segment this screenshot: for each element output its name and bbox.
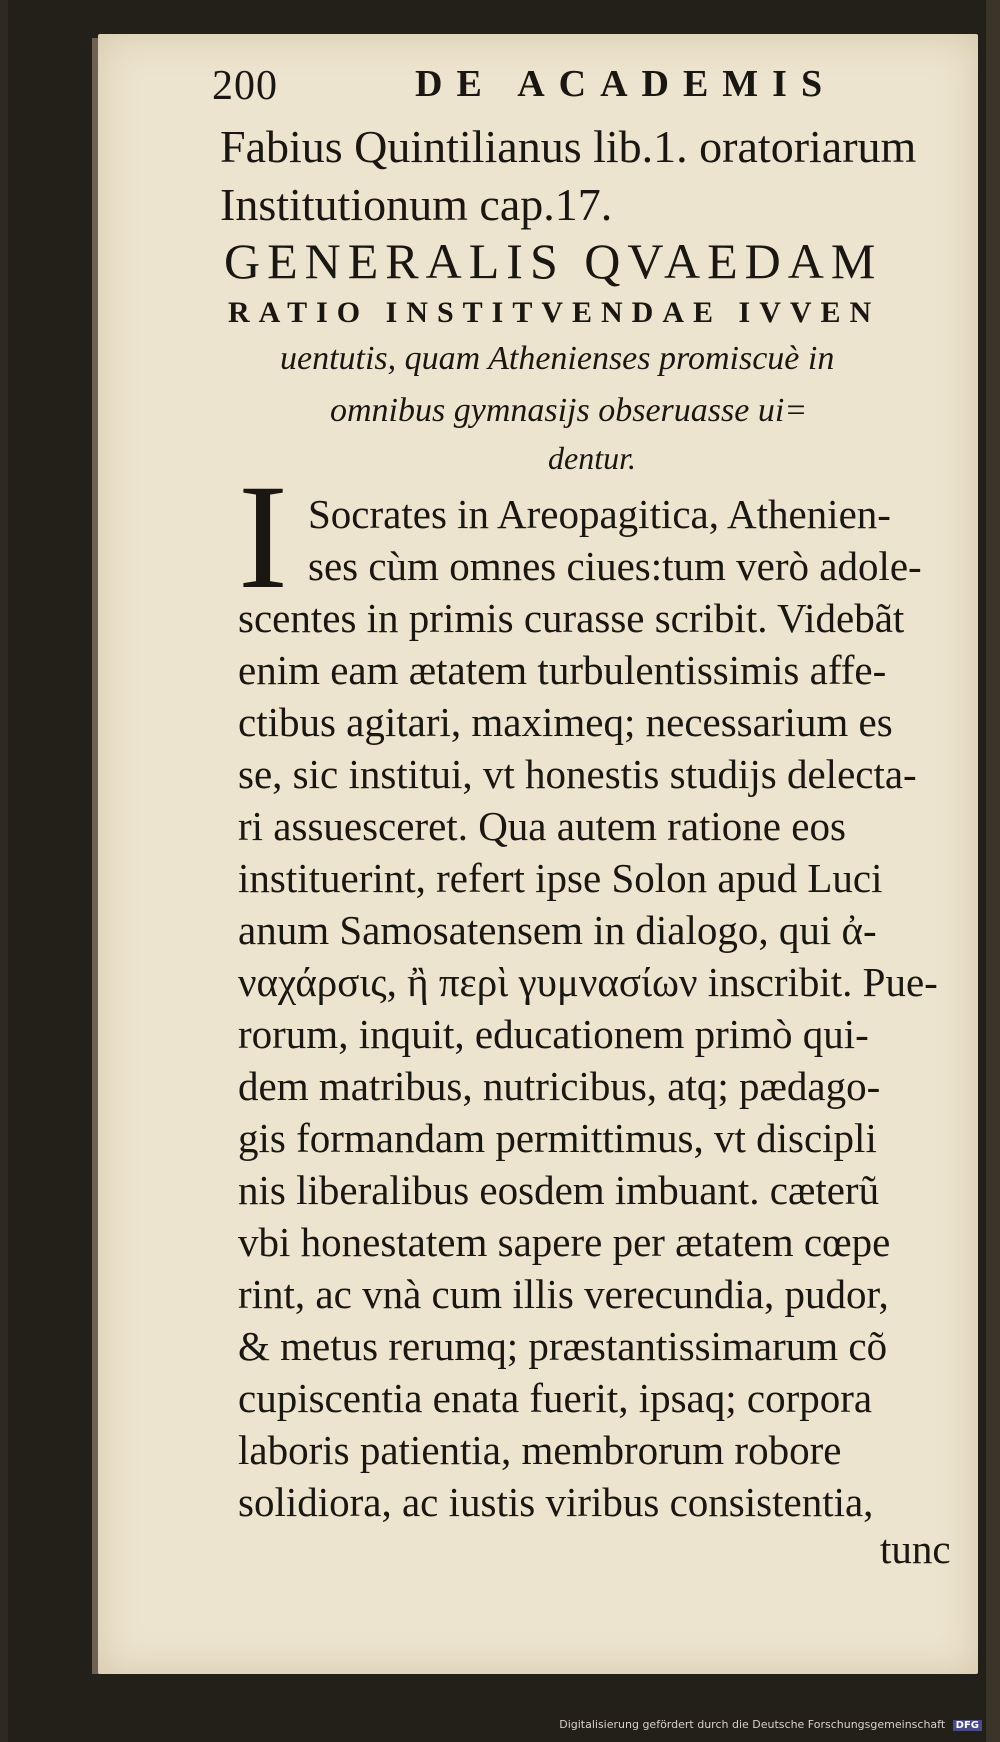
scanner-border-right bbox=[986, 0, 1000, 1742]
body-line: vbi honestatem sapere per ætatem cœpe bbox=[238, 1219, 891, 1265]
dfg-logo: DFG bbox=[953, 1720, 982, 1731]
body-line: dem matribus, nutricibus, atq; pædago- bbox=[238, 1063, 881, 1109]
source-line-1: Fabius Quintilianus lib.1. oratoriarum bbox=[220, 121, 917, 172]
body-line: cupiscentia enata fuerit, ipsaq; corpora bbox=[238, 1375, 873, 1421]
heading-line-5: dentur. bbox=[548, 440, 636, 476]
source-line-2: Institutionum cap.17. bbox=[220, 179, 613, 230]
body-line: scentes in primis curasse scribit. Videbãt bbox=[238, 595, 905, 641]
catchword: tunc bbox=[880, 1526, 951, 1572]
running-head bbox=[120, 62, 880, 122]
body-line: ri assuesceret. Qua autem ratione eos bbox=[238, 803, 846, 849]
body-line: laboris patientia, membrorum robore bbox=[238, 1427, 842, 1473]
heading-line-2: RATIO INSTITVENDAE IVVEN bbox=[228, 296, 881, 329]
body-line: anum Samosatensem in dialogo, qui ἀ- bbox=[238, 907, 877, 953]
digitization-credit bbox=[559, 1718, 982, 1731]
body-line: Socrates in Areopagitica, Athenien- bbox=[308, 491, 891, 537]
body-line: enim eam ætatem turbulentissimis affe- bbox=[238, 647, 887, 693]
body-line: solidiora, ac iustis viribus consistentia, bbox=[238, 1479, 874, 1525]
credit-text: Digitalisierung gefördert durch die Deutsche Forschungsgemeinschaft bbox=[559, 1718, 946, 1731]
body-line: ses cùm omnes ciues:tum verò adole- bbox=[308, 543, 922, 589]
body-line: ναχάρσις, ἢ περὶ γυμνασίων inscribit. Pue- bbox=[238, 959, 938, 1005]
page-number: 200 bbox=[212, 63, 278, 109]
body-line: rorum, inquit, educationem primò qui- bbox=[238, 1011, 869, 1057]
heading-line-4: omnibus gymnasijs obseruasse ui= bbox=[330, 392, 808, 429]
heading-line-3: uentutis, quam Athenienses promiscuè in bbox=[280, 340, 835, 377]
drop-cap: I bbox=[238, 454, 288, 620]
body-line: gis formandam permittimus, vt discipli bbox=[238, 1115, 877, 1161]
body-line: nis liberalibus eosdem imbuant. cæterũ bbox=[238, 1167, 880, 1213]
body-line: se, sic institui, vt honestis studijs delecta- bbox=[238, 751, 917, 797]
body-line: & metus rerumq; præstantissimarum cõ bbox=[238, 1323, 888, 1369]
heading-line-1: GENERALIS QVAEDAM bbox=[224, 233, 883, 289]
body-line: ctibus agitari, maximeq; necessarium es bbox=[238, 699, 893, 745]
scanner-border-left bbox=[0, 0, 8, 1742]
body-line: instituerint, refert ipse Solon apud Luci bbox=[238, 855, 883, 901]
running-title: DE ACADEMIS bbox=[415, 63, 837, 105]
body-line: rint, ac vnà cum illis verecundia, pudor, bbox=[238, 1271, 889, 1317]
